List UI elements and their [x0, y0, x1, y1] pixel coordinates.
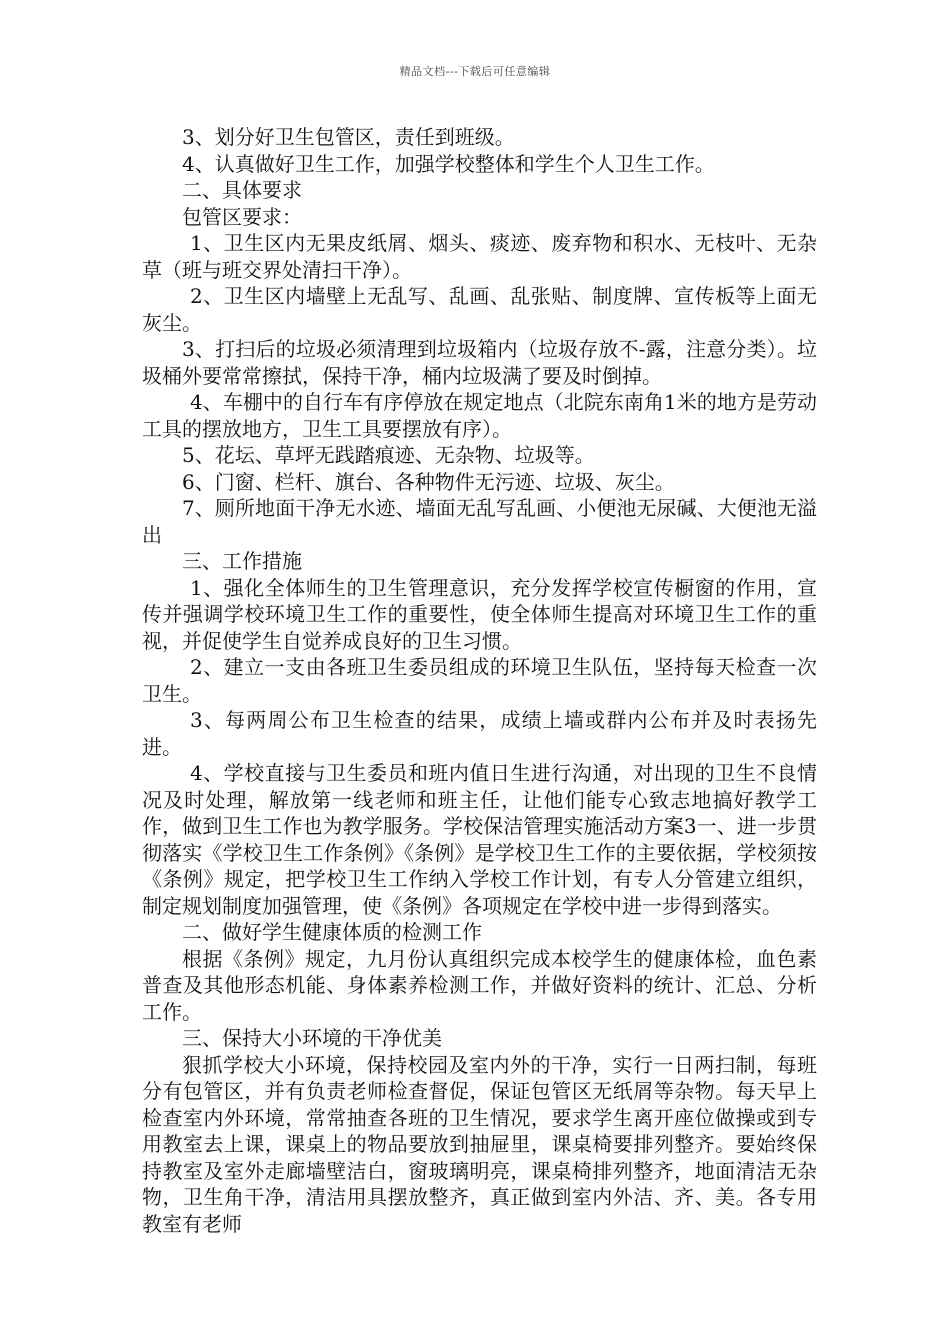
paragraph: 狠抓学校大小环境，保持校园及室内外的干净，实行一日两扫制，每班分有包管区，并有负责老师检查督促，保证包管区无纸屑等杂物。每天早上检查室内外环境，常常抽查各班的卫生情况，要求学生离开座位做操或到专用教室去上课，课桌上的物品要放到抽屉里，课桌椅要排列整齐。要始终保持教室及室外走廊墙壁洁白，窗玻璃明亮，课桌椅排列整齐，地面清洁无杂物，卫生角干净，清洁用具摆放整齐，真正做到室内外洁、齐、美。各专用教室有老师	[142, 1052, 817, 1236]
paragraph: 3、打扫后的垃圾必须清理到垃圾箱内（垃圾存放不-露，注意分类）。垃圾桶外要常常擦拭，保持干净，桶内垃圾满了要及时倒掉。	[142, 337, 817, 388]
document-body	[142, 124, 817, 1237]
paragraph: 1、强化全体师生的卫生管理意识，充分发挥学校宣传橱窗的作用，宣传并强调学校环境卫生工作的重要性，使全体师生提高对环境卫生工作的重视，并促使学生自觉养成良好的卫生习惯。	[142, 575, 817, 653]
paragraph: 4、车棚中的自行车有序停放在规定地点（北院东南角1米的地方是劳动工具的摆放地方，卫生工具要摆放有序）。	[142, 390, 817, 441]
section-heading: 二、具体要求	[182, 178, 302, 202]
paragraph: 3、划分好卫生包管区，责任到班级。	[182, 125, 515, 149]
paragraph: 2、建立一支由各班卫生委员组成的环境卫生队伍，坚持每天检查一次卫生。	[142, 655, 817, 706]
section-heading: 三、工作措施	[182, 549, 302, 573]
paragraph: 4、认真做好卫生工作，加强学校整体和学生个人卫生工作。	[182, 151, 715, 176]
page-header: 精品文档---下载后可任意编辑	[399, 65, 551, 78]
paragraph: 3、每两周公布卫生检查的结果，成绩上墙或群内公布并及时表扬先进。	[142, 708, 817, 759]
paragraph: 5、花坛、草坪无践踏痕迹、无杂物、垃圾等。	[182, 443, 595, 467]
paragraph: 2、卫生区内墙壁上无乱写、乱画、乱张贴、制度牌、宣传板等上面无灰尘。	[142, 284, 817, 335]
paragraph: 根据《条例》规定，九月份认真组织完成本校学生的健康体检，血色素普查及其他形态机能、身体素养检测工作，并做好资料的统计、汇总、分析工作。	[142, 946, 817, 1024]
section-heading: 二、做好学生健康体质的检测工作	[182, 920, 482, 944]
paragraph: 包管区要求：	[182, 204, 302, 229]
paragraph: 6、门窗、栏杆、旗台、各种物件无污迹、垃圾、灰尘。	[182, 469, 675, 494]
paragraph: 4、学校直接与卫生委员和班内值日生进行沟通，对出现的卫生不良情况及时处理，解放第一线老师和班主任，让他们能专心致志地搞好教学工作，做到卫生工作也为教学服务。学校保洁管理实施活动方案3一、进一步贯彻落实《学校卫生工作条例》《条例》是学校卫生工作的主要依据，学校须按《条例》规定，把学校卫生工作纳入学校工作计划，有专人分管建立组织，制定规划制度加强管理，使《条例》各项规定在学校中进一步得到落实。	[142, 761, 817, 918]
section-heading: 三、保持大小环境的干净优美	[182, 1026, 442, 1050]
paragraph: 1、卫生区内无果皮纸屑、烟头、痰迹、废弃物和积水、无枝叶、无杂草（班与班交界处清扫干净）。	[142, 231, 817, 282]
paragraph: 7、厕所地面干净无水迹、墙面无乱写乱画、小便池无尿碱、大便池无溢出	[142, 496, 817, 547]
